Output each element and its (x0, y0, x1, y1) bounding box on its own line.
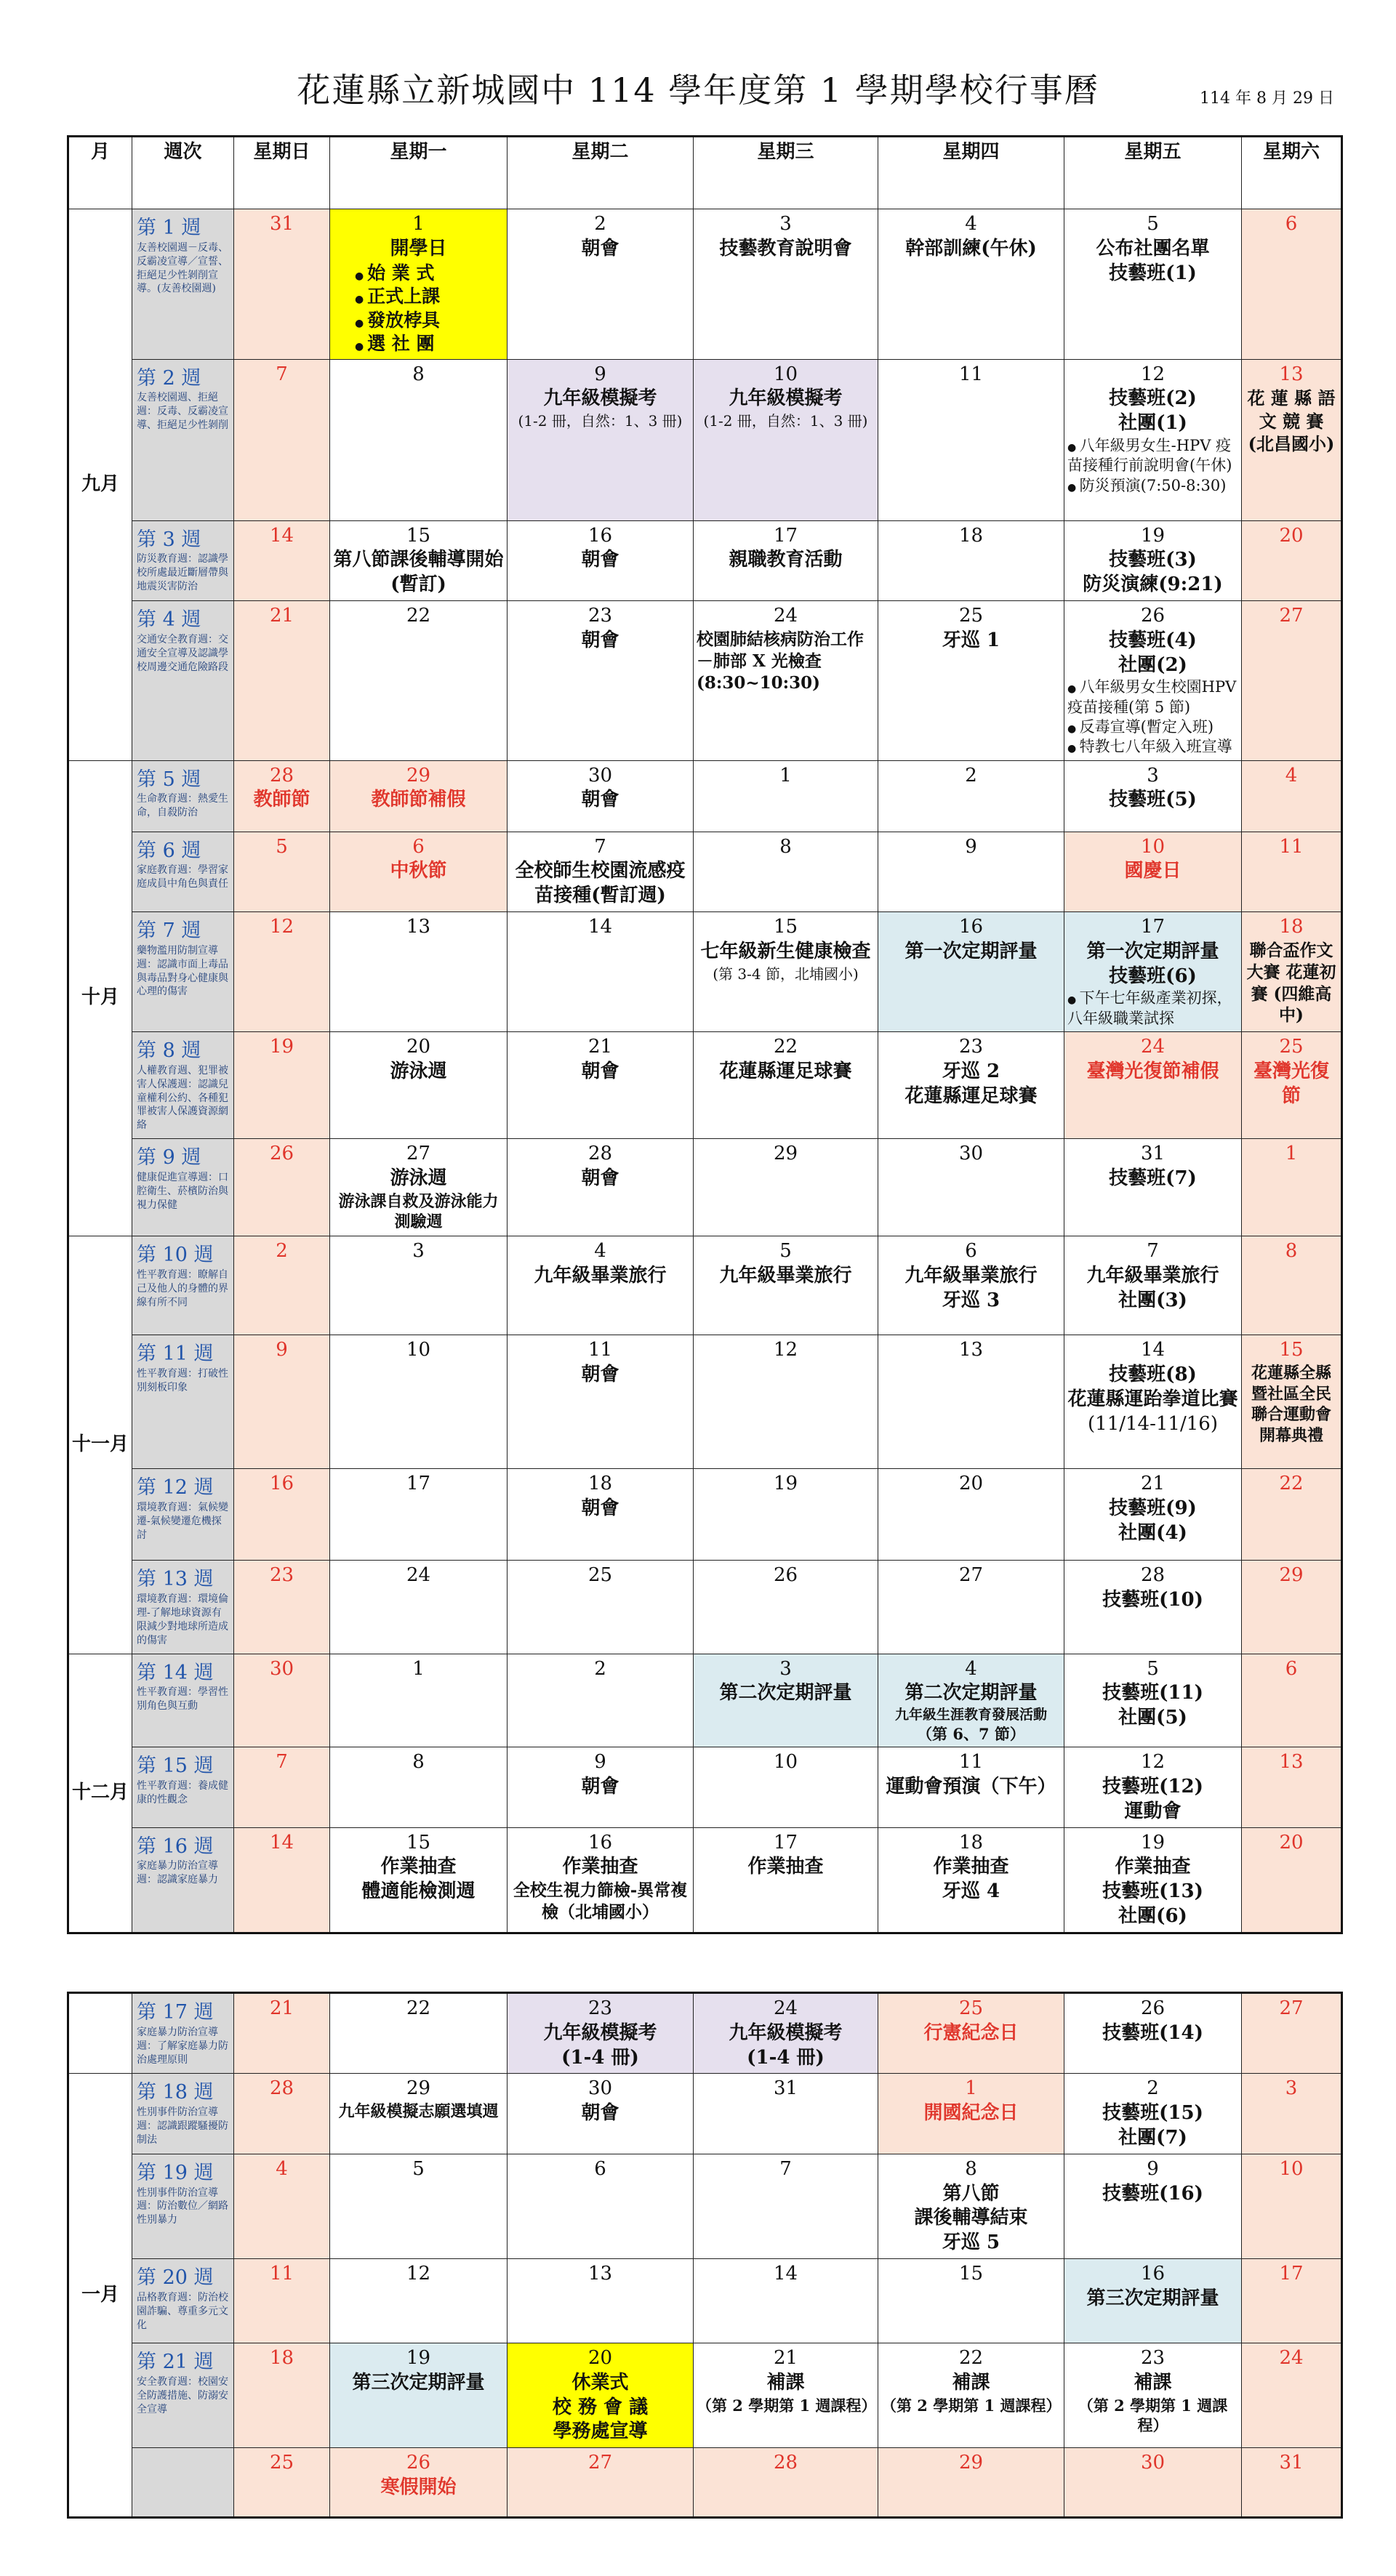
day-cell: 11 (234, 2258, 330, 2343)
day-cell: 8 (330, 359, 508, 520)
day-cell: 15 花蓮縣全縣暨社區全民聯合運動會開幕典禮 (1242, 1335, 1342, 1469)
day-cell: 10 九年級模擬考 (1-2 冊，自然：1、3 冊) (694, 359, 878, 520)
day-cell: 28 教師節 (234, 760, 330, 832)
day-cell: 25 牙巡 1 (878, 600, 1064, 760)
week-row (68, 2343, 1342, 2447)
day-cell: 3 技藝班(5) (1064, 760, 1242, 832)
day-cell: 29 九年級模擬志願選填週 (330, 2074, 508, 2154)
day-cell: 1 開國紀念日 (878, 2074, 1064, 2154)
day-cell: 23 補課 （第 2 學期第 1 週課程） (1064, 2343, 1242, 2447)
day-cell: 20 (878, 1469, 1064, 1561)
day-cell: 13 花 蓮 縣 語 文 競 賽 (北昌國小) (1242, 359, 1342, 520)
header-sun: 星期日 (234, 137, 330, 209)
page-title: 花蓮縣立新城國中 114 學年度第 1 學期學校行事曆 (297, 71, 1099, 110)
week-cell: 第 8 週 人權教育週、犯罪被害人保護週：認識兒童權利公約、各種犯罪被害人保護資源網絡 (132, 1031, 234, 1138)
week-cell: 第 5 週 生命教育週：熱愛生命，自殺防治 (132, 760, 234, 832)
day-cell: 18 作業抽查 牙巡 4 (878, 1827, 1064, 1933)
day-cell: 21 朝會 (508, 1031, 694, 1138)
day-cell: 26 (234, 1139, 330, 1236)
day-cell: 8 (694, 832, 878, 911)
week-row (68, 2154, 1342, 2258)
week-row (68, 2074, 1342, 2154)
day-cell: 27 (878, 1561, 1064, 1654)
day-cell: 31 (694, 2074, 878, 2154)
day-cell: 30 朝會 (508, 760, 694, 832)
day-cell: 6 (1242, 1654, 1342, 1747)
day-cell: 20 (1242, 1827, 1342, 1933)
day-cell: 18 聯合盃作文大賽 花蓮初賽 (四維高中) (1242, 911, 1342, 1031)
day-cell: 13 (330, 911, 508, 1031)
day-cell: 19 作業抽查 技藝班(13) 社團(6) (1064, 1827, 1242, 1933)
day-cell: 4 九年級畢業旅行 (508, 1236, 694, 1335)
day-cell: 11 (1242, 832, 1342, 911)
header-mon: 星期一 (330, 137, 508, 209)
week-cell: 第 21 週 安全教育週：校園安全防護措施、防溺安全宣導 (132, 2343, 234, 2447)
day-cell: 15 第八節課後輔導開始 (暫訂) (330, 520, 508, 600)
week-cell: 第 2 週 友善校園週、拒絕週：反毒、反霸凌宣導、拒絕足少性剝削 (132, 359, 234, 520)
day-cell: 13 (1242, 1747, 1342, 1827)
day-cell: 5 (330, 2154, 508, 2258)
day-cell: 28 (234, 2074, 330, 2154)
month-label: 九月 (68, 209, 132, 761)
day-cell: 17 (1242, 2258, 1342, 2343)
day-cell: 3 (1242, 2074, 1342, 2154)
day-cell: 9 (878, 832, 1064, 911)
day-cell: 19 (234, 1031, 330, 1138)
day-cell: 27 (1242, 1993, 1342, 2074)
week-cell: 第 20 週 品格教育週：防治校園詐騙、尊重多元文化 (132, 2258, 234, 2343)
day-cell: 27 游泳週 游泳課自救及游泳能力測驗週 (330, 1139, 508, 1236)
day-cell: 22 補課 （第 2 學期第 1 週課程） (878, 2343, 1064, 2447)
day-cell: 18 (878, 520, 1064, 600)
day-cell: 9 (234, 1335, 330, 1469)
day-cell: 28 朝會 (508, 1139, 694, 1236)
day-cell: 25 行憲紀念日 (878, 1993, 1064, 2074)
calendar-table-2 (67, 1992, 1343, 2519)
day-cell: 16 作業抽查 全校生視力篩檢-異常複檢（北埔國小） (508, 1827, 694, 1933)
day-cell: 11 運動會預演（下午） (878, 1747, 1064, 1827)
day-cell: 24 九年級模擬考 (1-4 冊) (694, 1993, 878, 2074)
day-cell: 30 朝會 (508, 2074, 694, 2154)
day-cell: 2 (508, 1654, 694, 1747)
day-cell: 5 公布社團名單 技藝班(1) (1064, 209, 1242, 360)
header-sat: 星期六 (1242, 137, 1342, 209)
day-cell: 16 朝會 (508, 520, 694, 600)
week-cell: 第 15 週 性平教育週：養成健康的性觀念 (132, 1747, 234, 1827)
week-row (68, 1335, 1342, 1469)
day-cell: 13 (508, 2258, 694, 2343)
document-date: 114 年 8 月 29 日 (1200, 89, 1334, 108)
week-cell: 第 10 週 性平教育週：瞭解自己及他人的身體的界線有所不同 (132, 1236, 234, 1335)
week-row (68, 1654, 1342, 1747)
header-week: 週次 (132, 137, 234, 209)
month-label: 十二月 (68, 1654, 132, 1933)
calendar-table-1 (67, 135, 1343, 1934)
day-cell: 12 技藝班(2) 社團(1) ● 八年級男女生-HPV 疫苗接種行前說明會(午休) ● 防災預演(7:50-8:30) (1064, 359, 1242, 520)
day-cell: 28 技藝班(10) (1064, 1561, 1242, 1654)
day-cell: 25 (508, 1561, 694, 1654)
day-cell: 14 技藝班(8) 花蓮縣運跆拳道比賽 (11/14-11/16) (1064, 1335, 1242, 1469)
day-cell: 5 九年級畢業旅行 (694, 1236, 878, 1335)
day-cell: 31 (1242, 2448, 1342, 2518)
day-cell: 29 (694, 1139, 878, 1236)
month-blank (68, 1993, 132, 2074)
week-row (68, 1747, 1342, 1827)
day-cell: 2 (878, 760, 1064, 832)
day-cell: 31 (234, 209, 330, 360)
day-cell: 13 (878, 1335, 1064, 1469)
month-label: 十一月 (68, 1236, 132, 1654)
day-cell: 11 朝會 (508, 1335, 694, 1469)
day-cell: 26 技藝班(4) 社團(2) ● 八年級男女生校園HPV 疫苗接種(第 5 節) ● 反毒宣導(暫定入班) ● 特教七八年級入班宣導 (1064, 600, 1242, 760)
day-cell: 16 第三次定期評量 (1064, 2258, 1242, 2343)
day-cell: 7 (234, 359, 330, 520)
day-cell: 8 (330, 1747, 508, 1827)
day-cell: 19 技藝班(3) 防災演練(9:21) (1064, 520, 1242, 600)
day-cell: 6 九年級畢業旅行 牙巡 3 (878, 1236, 1064, 1335)
week-row (68, 209, 1342, 360)
day-cell: 21 技藝班(9) 社團(4) (1064, 1469, 1242, 1561)
week-row (68, 1139, 1342, 1236)
day-cell: 16 第一次定期評量 (878, 911, 1064, 1031)
day-cell: 30 (1064, 2448, 1242, 2518)
day-cell: 25 臺灣光復節 (1242, 1031, 1342, 1138)
day-cell: 3 第二次定期評量 (694, 1654, 878, 1747)
week-cell: 第 17 週 家庭暴力防治宣導週：了解家庭暴力防治處理原則 (132, 1993, 234, 2074)
week-row (68, 911, 1342, 1031)
day-cell: 17 第一次定期評量 技藝班(6) ● 下午七年級產業初探，八年級職業試探 (1064, 911, 1242, 1031)
day-cell: 30 (878, 1139, 1064, 1236)
day-cell: 1 開學日 ● 始 業 式 ● 正式上課 ● 發放桲具 ● 選 社 團 (330, 209, 508, 360)
day-cell: 6 中秋節 (330, 832, 508, 911)
month-label: 十月 (68, 760, 132, 1236)
day-cell: 2 (234, 1236, 330, 1335)
day-cell: 26 (694, 1561, 878, 1654)
week-cell: 第 19 週 性別事件防治宣導週：防治數位／網路性別暴力 (132, 2154, 234, 2258)
day-cell: 10 (694, 1747, 878, 1827)
day-cell: 3 (330, 1236, 508, 1335)
day-cell: 24 (330, 1561, 508, 1654)
week-row (68, 2258, 1342, 2343)
day-cell: 18 朝會 (508, 1469, 694, 1561)
month-label: 一月 (68, 2074, 132, 2518)
day-cell: 6 (1242, 209, 1342, 360)
day-cell: 17 親職教育活動 (694, 520, 878, 600)
day-cell: 12 (234, 911, 330, 1031)
day-cell: 7 (694, 2154, 878, 2258)
day-cell: 6 (508, 2154, 694, 2258)
week-row (68, 1827, 1342, 1933)
day-cell: 27 (1242, 600, 1342, 760)
day-cell: 15 作業抽查 體適能檢測週 (330, 1827, 508, 1933)
day-cell: 20 (1242, 520, 1342, 600)
day-cell: 12 (694, 1335, 878, 1469)
day-cell: 24 校園肺結核病防治工作－肺部 X 光檢查 (8:30~10:30) (694, 600, 878, 760)
week-cell: 第 7 週 藥物濫用防制宣導週：認識市面上毒品與毒品對身心健康與心理的傷害 (132, 911, 234, 1031)
day-cell: 23 九年級模擬考 (1-4 冊) (508, 1993, 694, 2074)
week-row (68, 600, 1342, 760)
day-cell: 14 (694, 2258, 878, 2343)
day-cell: 8 (1242, 1236, 1342, 1335)
week-cell: 第 3 週 防災教育週：認識學校所處最近斷層帶與地震災害防治 (132, 520, 234, 600)
day-cell: 10 (330, 1335, 508, 1469)
day-cell: 4 (234, 2154, 330, 2258)
day-cell: 16 (234, 1469, 330, 1561)
week-cell: 第 16 週 家庭暴力防治宣導週：認識家庭暴力 (132, 1827, 234, 1933)
week-cell: 第 11 週 性平教育週：打破性別刻板印象 (132, 1335, 234, 1469)
day-cell: 9 技藝班(16) (1064, 2154, 1242, 2258)
week-row (68, 2448, 1342, 2518)
day-cell: 14 (234, 1827, 330, 1933)
day-cell: 28 (694, 2448, 878, 2518)
day-cell: 29 (878, 2448, 1064, 2518)
day-cell: 5 技藝班(11) 社團(5) (1064, 1654, 1242, 1747)
day-cell: 20 游泳週 (330, 1031, 508, 1138)
week-cell: 第 1 週 友善校園週－反毒、反霸凌宣導／宣誓、拒絕足少性剝削宣導。(友善校園週) (132, 209, 234, 360)
day-cell: 22 花蓮縣運足球賽 (694, 1031, 878, 1138)
week-cell: 第 12 週 環境教育週：氣候變遷-氣候變遷危機探討 (132, 1469, 234, 1561)
day-cell: 9 九年級模擬考 (1-2 冊，自然：1、3 冊) (508, 359, 694, 520)
week-row (68, 520, 1342, 600)
day-cell: 14 (508, 911, 694, 1031)
day-cell: 27 (508, 2448, 694, 2518)
day-cell: 10 (1242, 2154, 1342, 2258)
day-cell: 7 (234, 1747, 330, 1827)
day-cell: 21 補課 （第 2 學期第 1 週課程） (694, 2343, 878, 2447)
day-cell: 3 技藝教育說明會 (694, 209, 878, 360)
day-cell: 26 技藝班(14) (1064, 1993, 1242, 2074)
week-cell: 第 14 週 性平教育週：學習性別角色與互動 (132, 1654, 234, 1747)
day-cell: 17 作業抽查 (694, 1827, 878, 1933)
day-cell: 12 技藝班(12) 運動會 (1064, 1747, 1242, 1827)
day-cell: 8 第八節 課後輔導結束 牙巡 5 (878, 2154, 1064, 2258)
week-row (68, 1236, 1342, 1335)
day-cell: 15 (878, 2258, 1064, 2343)
day-cell: 20 休業式 校 務 會 議 學務處宣導 (508, 2343, 694, 2447)
day-cell: 19 第三次定期評量 (330, 2343, 508, 2447)
week-cell: 第 13 週 環境教育週：環境倫理-了解地球資源有限減少對地球所造成的傷害 (132, 1561, 234, 1654)
week-row (68, 1469, 1342, 1561)
day-cell: 12 (330, 2258, 508, 2343)
day-cell: 17 (330, 1469, 508, 1561)
header-wed: 星期三 (694, 137, 878, 209)
day-cell: 30 (234, 1654, 330, 1747)
day-cell: 15 七年級新生健康檢查 (第 3-4 節，北埔國小) (694, 911, 878, 1031)
day-cell: 24 臺灣光復節補假 (1064, 1031, 1242, 1138)
header-row (68, 137, 1342, 209)
day-cell: 21 (234, 1993, 330, 2074)
week-row (68, 832, 1342, 911)
day-cell: 19 (694, 1469, 878, 1561)
day-cell: 4 (1242, 760, 1342, 832)
week-cell: 第 9 週 健康促進宣導週：口腔衛生、菸檳防治與視力保健 (132, 1139, 234, 1236)
day-cell: 23 牙巡 2 花蓮縣運足球賽 (878, 1031, 1064, 1138)
day-cell: 1 (1242, 1139, 1342, 1236)
week-row (68, 1561, 1342, 1654)
week-row (68, 760, 1342, 832)
day-cell: 23 朝會 (508, 600, 694, 760)
day-cell: 10 國慶日 (1064, 832, 1242, 911)
day-cell: 9 朝會 (508, 1747, 694, 1827)
day-cell: 31 技藝班(7) (1064, 1139, 1242, 1236)
header-month: 月 (68, 137, 132, 209)
day-cell: 7 九年級畢業旅行 社團(3) (1064, 1236, 1242, 1335)
week-cell (132, 2448, 234, 2518)
week-cell: 第 4 週 交通安全教育週：交通安全宣導及認識學校周邊交通危險路段 (132, 600, 234, 760)
day-cell: 24 (1242, 2343, 1342, 2447)
week-row (68, 1031, 1342, 1138)
day-cell: 29 (1242, 1561, 1342, 1654)
day-cell: 5 (234, 832, 330, 911)
day-cell: 14 (234, 520, 330, 600)
day-cell: 22 (330, 600, 508, 760)
week-cell: 第 6 週 家庭教育週：學習家庭成員中角色與責任 (132, 832, 234, 911)
day-cell: 7 全校師生校園流感疫苗接種(暫訂週) (508, 832, 694, 911)
header-tue: 星期二 (508, 137, 694, 209)
day-cell: 23 (234, 1561, 330, 1654)
header-fri: 星期五 (1064, 137, 1242, 209)
week-row (68, 359, 1342, 520)
day-cell: 29 教師節補假 (330, 760, 508, 832)
day-cell: 22 (1242, 1469, 1342, 1561)
day-cell: 11 (878, 359, 1064, 520)
day-cell: 26 寒假開始 (330, 2448, 508, 2518)
day-cell: 4 幹部訓練(午休) (878, 209, 1064, 360)
day-cell: 25 (234, 2448, 330, 2518)
day-cell: 18 (234, 2343, 330, 2447)
day-cell: 21 (234, 600, 330, 760)
header-thu: 星期四 (878, 137, 1064, 209)
day-cell: 22 (330, 1993, 508, 2074)
day-cell: 2 朝會 (508, 209, 694, 360)
week-row (68, 1993, 1342, 2074)
day-cell: 1 (330, 1654, 508, 1747)
day-cell: 1 (694, 760, 878, 832)
week-cell: 第 18 週 性別事件防治宣導週：認識跟蹤騷擾防制法 (132, 2074, 234, 2154)
day-cell: 2 技藝班(15) 社團(7) (1064, 2074, 1242, 2154)
day-cell: 4 第二次定期評量 九年級生涯教育發展活動 （第 6、7 節） (878, 1654, 1064, 1747)
